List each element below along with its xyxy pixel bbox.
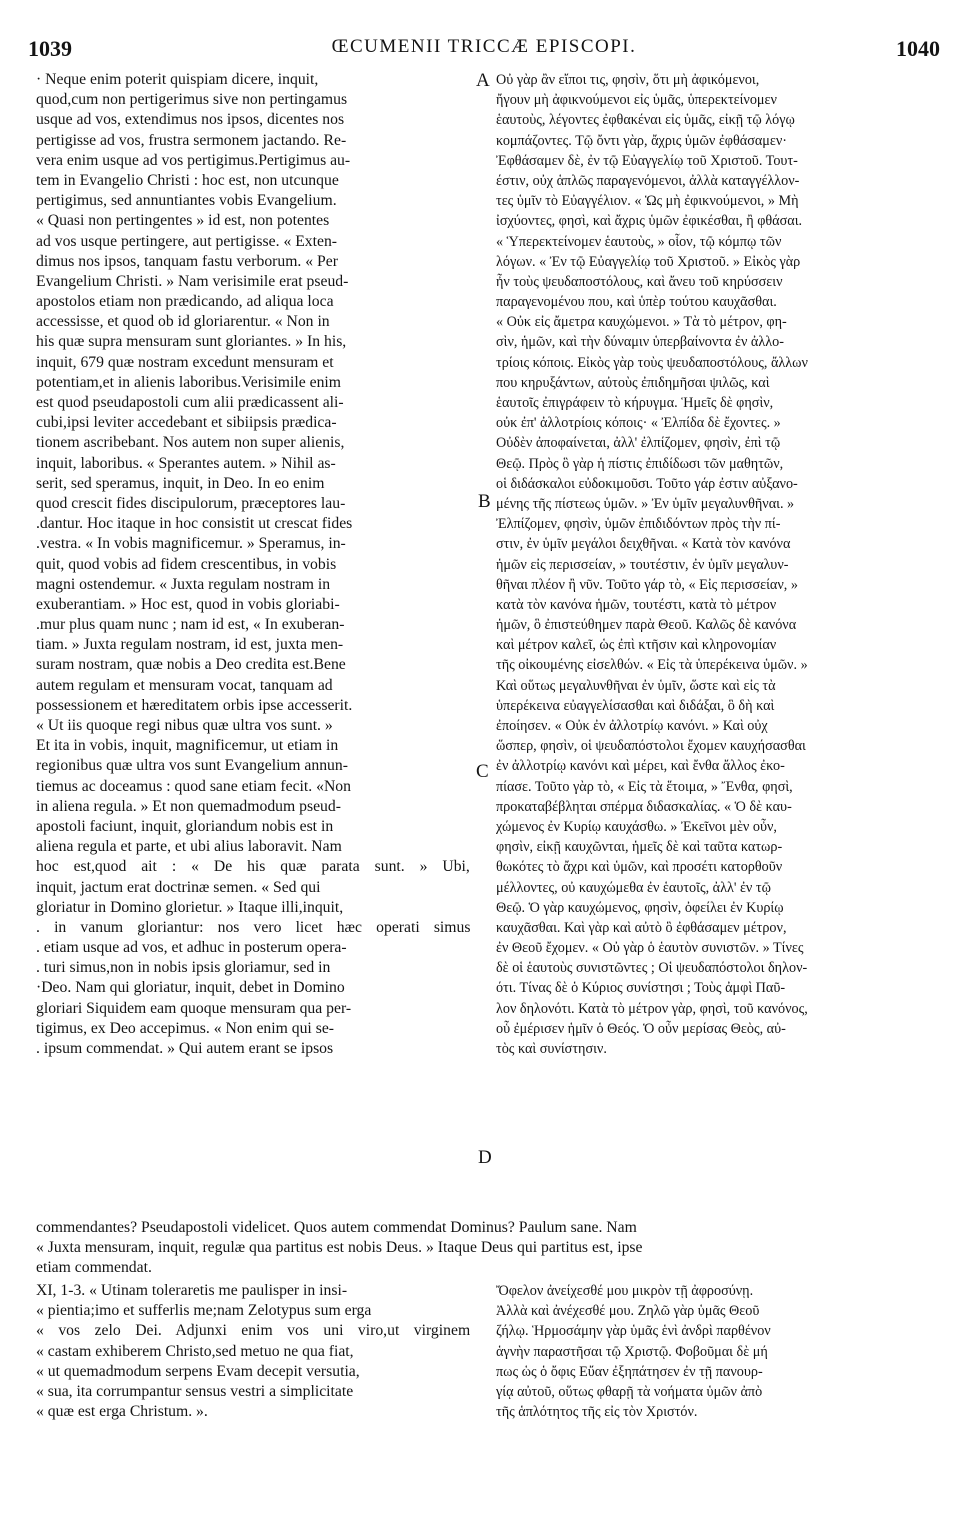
text-line: in aliena regula. » Et non quemadmodum pseud- xyxy=(36,797,341,815)
text-line: tigimus, ex Deo accepimus. « Non enim qui se- xyxy=(36,1019,335,1037)
text-line: commendantes? Pseudapostoli videlicet. Quos autem commendat Dominus? Paulum sane. Nam xyxy=(36,1219,637,1236)
text-line: aliena regula et parte, et ubi alius laboravit. Nam xyxy=(36,838,342,856)
text-line: μέλλοντες, οὐ καυχώμεθα ἐν ἑαυτοῖς, ἀλλ' ἐν τῷ xyxy=(496,879,771,896)
text-line: λον δηλονότι. Κατὰ τὸ μέτρον γὰρ, φησὶ, τοῦ κανόνος, xyxy=(496,1000,808,1017)
text-line: που κηρυξάντων, αὐτοὺς ἐπιδημῆσαι ψιλῶς, καὶ xyxy=(496,374,770,391)
text-line: est quod pseudapostoli cum alii prædicassent ali- xyxy=(36,394,344,411)
text-line: τῆς οἰκουμένης εἰσελθών. « Εἰς τὰ ὑπερέκεινα ὑμῶν. » xyxy=(496,657,808,674)
text-line: τὸς καὶ συνίστησιν. xyxy=(496,1041,607,1057)
text-line: « sua, ita corrumpantur sensus vestri a simplicitate xyxy=(36,1382,354,1400)
text-line: . ipsum commendat. » Qui autem erant se ipsos xyxy=(36,1040,334,1057)
text-line: ζήλῳ. Ἡρμοσάμην γὰρ ὑμᾶς ἑνὶ ἀνδρὶ παρθένον xyxy=(496,1323,771,1340)
text-line: quod crescit fides discipulorum, præceptores lau- xyxy=(36,494,346,512)
text-line: κατὰ τὸν κανόνα ἡμῶν, τουτέστι, κατὰ τὸ μέτρον xyxy=(496,596,777,613)
text-line: . in vanum gloriantur: nos vero licet hæc operati simus xyxy=(36,918,470,936)
text-line: οὐκ ἐπ' ἀλλοτρίοις κόποις· « Ἐλπίδα δὲ ἔχοντες. » xyxy=(496,415,781,432)
text-line: gloriatur in Domino glorietur. » Itaque illi,inquit, xyxy=(36,898,344,916)
text-line: « pientia;imo et sufferlis me;nam Zelotypus sum erga xyxy=(36,1302,372,1320)
text-line: χώμενος ἐν Κυρίῳ καυχάσθω. » Ἐκεῖνοι μὲν οὖν, xyxy=(496,818,777,835)
margin-marker-c: C xyxy=(476,761,489,782)
text-line: magni ostendemur. « Juxta regulam nostram in xyxy=(36,575,331,593)
text-line: inquit, jactum erat doctrinæ semen. « Sed qui xyxy=(36,878,321,896)
text-line: ότι. Τίνας δὲ ὁ Κύριος συνίστησι ; Τοὺς ἀμφὶ Παῦ- xyxy=(496,980,786,997)
text-line: « Quasi non pertingentes » id est, non potentes xyxy=(36,212,330,230)
full-width-paragraph xyxy=(36,1218,934,1279)
text-line: hoc est,quod ait : « De his quæ parata sunt. » Ubi, xyxy=(36,858,470,876)
text-line: ·Deo. Nam qui gloriatur, inquit, debet in Domino xyxy=(36,979,345,997)
text-line: λόγων. « Ἐν τῷ Εὐαγγελίῳ τοῦ Χριστοῦ. » Εἰκὸς γὰρ xyxy=(496,253,801,270)
text-line: « Juxta mensuram, inquit, regulæ qua partitus est nobis Deus. » Itaque Deus qui partitus est, ipse xyxy=(36,1239,643,1257)
text-line: ἑαυτοῖς ἐπιγράφειν τὸ κήρυγμα. Ἡμεῖς δὲ φησὶν, xyxy=(496,395,774,411)
text-line: accessisse, et quod ob id gloriarentur. « Non in xyxy=(36,313,330,331)
latin-column-lower xyxy=(36,1281,470,1422)
text-line: pertigimus, sed annuntiantes vobis Evangelium. xyxy=(36,192,337,210)
text-line: τρίοις κόποις. Εἰκὸς γὰρ τοὺς ψευδαποστόλους, ἄλλων xyxy=(496,354,808,371)
text-line: δὲ οἱ ἑαυτοὺς συνιστῶντες ; Οἱ ψευδαπόστολοι δηλον- xyxy=(496,960,808,977)
text-line: θῆναι πλέον ἢ νῦν. Τοῦτο γάρ τὸ, « Εἰς περισσείαν, » xyxy=(496,576,798,593)
text-line: « Ut iis quoque regi nibus quæ ultra vos sunt. » xyxy=(36,717,333,734)
text-line: Οὐ γὰρ ἂν εἴποι τις, φησὶν, ὅτι μὴ ἀφικόμενοι, xyxy=(496,72,760,88)
greek-column xyxy=(496,70,934,1059)
text-line: tiam. » Juxta regulam nostram, id est, juxta men- xyxy=(36,636,344,654)
text-line: πως ὡς ὁ ὄφις Εὔαν ἐξηπάτησεν ἐν τῇ πανουρ- xyxy=(496,1363,763,1380)
text-line: φησὶν, εἰκῇ καυχῶνται, ἡμεῖς δὲ καὶ ταῦτα κατωρ- xyxy=(496,839,783,856)
text-line: οὗ ἐμέρισεν ἡμῖν ὁ Θεός. Ὁ οὖν μερίσας Θεὸς, αὐ- xyxy=(496,1020,786,1037)
text-line: « castam exhiberem Christo,sed metuo ne qua fiat, xyxy=(36,1342,354,1360)
margin-marker-b: B xyxy=(478,491,491,512)
text-line: tionem ascribebant. Nos autem non super alienis, xyxy=(36,434,345,452)
text-line: ἁγνὴν παραστῆσαι τῷ Χριστῷ. Φοβοῦμαι δὲ μή xyxy=(496,1343,768,1360)
page-number-left: 1039 xyxy=(28,36,72,61)
text-line: quod,cum non pertigerimus sive non pertingamus xyxy=(36,91,348,109)
text-line: Θεῷ. Πρὸς ὃ γὰρ ἡ πίστις ἐπιδίδωσι τῶν μαθητῶν, xyxy=(496,455,784,472)
text-line: serit, sed speramus, inquit, in Deo. In eo enim xyxy=(36,474,325,492)
text-line: exuberantiam. » Hoc est, quod in vobis gloriabi- xyxy=(36,595,340,613)
text-line: Ὄφελον ἀνείχεσθέ μου μικρὸν τῇ ἀφροσύνῃ. xyxy=(496,1283,754,1299)
text-line: τῆς ἁπλότητος τῆς εἰς τὸν Χριστόν. xyxy=(496,1404,698,1421)
text-line: θωκότες τὸ ἄχρι καὶ ὑμῶν, καὶ προσέτι κατορθοῦν xyxy=(496,859,783,876)
text-line: cubi,ipsi leviter accedebant et sibiipsis prædica- xyxy=(36,414,337,432)
text-line: Evangelium Christi. » Nam verisimile erat pseud- xyxy=(36,272,349,290)
text-line: apostoli faciunt, inquit, gloriandum nobis est in xyxy=(36,817,334,835)
text-line: γίᾳ αὐτοῦ, οὕτως φθαρῇ τὰ νοήματα ὑμῶν ἀπὸ xyxy=(496,1383,763,1400)
page-number-right: 1040 xyxy=(896,36,940,61)
text-line: « vos zelo Dei. Adjunxi enim vos uni viro,ut virginem xyxy=(36,1322,470,1340)
text-line: πίασε. Τοῦτο γὰρ τὸ, « Εἰς τὰ ἕτοιμα, » Ἔνθα, φησὶ, xyxy=(496,778,793,795)
text-line: Οὐδὲν ἀποφαίνεται, ἀλλ' ἐλπίζομεν, φησὶν, ἐπὶ τῷ xyxy=(496,435,781,452)
text-line: inquit, 679 quæ nostram excedunt mensuram et xyxy=(36,353,334,371)
text-line: dimus nos ipsos, tanquam fastu verborum. « Per xyxy=(36,252,338,270)
margin-marker-d: D xyxy=(478,1147,492,1168)
text-line: σὶν, ἡμῶν, καὶ τὴν δύναμιν ὑπερβαίνοντα ἐν ἀλλο- xyxy=(496,334,784,351)
text-line: Θεῷ. Ὁ γὰρ καυχώμενος, φησὶν, ὀφείλει ἐν Κυρίῳ xyxy=(496,899,784,916)
text-line: ἐν Θεοῦ ἔχομεν. « Οὐ γὰρ ὁ ἑαυτὸν συνιστῶν. » Τίνες xyxy=(496,940,804,957)
text-line: potentiam,et in alienis laboribus.Verisimile enim xyxy=(36,373,341,391)
text-line: ἡμῶν, ὃ ἐπιστεύθημεν παρὰ Θεοῦ. Καλῶς δὲ κανόνα xyxy=(496,617,797,634)
text-line: possessionem et hæreditatem orbis ipse accesserit. xyxy=(36,696,353,714)
text-line: Ἐφθάσαμεν δὲ, ἐν τῷ Εὐαγγελίῳ τοῦ Χριστοῦ. Τουτ- xyxy=(496,152,798,169)
text-line: έστιν, οὐχ ἁπλῶς παραγενόμενοι, ἀλλὰ καταγγέλλον- xyxy=(496,172,800,189)
text-line: ὑπερέκεινα εὐαγγελίσασθαι καὶ διδάξαι, ὃ δὴ καὶ xyxy=(496,697,775,714)
text-line: quit, quod vobis ad fidem crescentibus, in vobis xyxy=(36,555,337,573)
text-line: Et ita in vobis, inquit, magnificemur, ut etiam in xyxy=(36,737,339,755)
text-line: suram nostram, quæ nobis a Deo credita est.Bene xyxy=(36,656,346,674)
text-line: Καὶ οὕτως μεγαλυνθῆναι ἐν ὑμῖν, ὥστε καὶ εἰς τὰ xyxy=(496,677,776,694)
text-line: autem regulam et mensuram vocat, tanquam ad xyxy=(36,676,333,694)
text-line: apostolos etiam non prædicando, ad aliqua loca xyxy=(36,293,334,311)
latin-column xyxy=(36,70,470,1059)
text-line: tiemus ac doceamus : quod sane etiam fecit. «Non xyxy=(36,777,351,795)
text-line: προκαταβέβληται σπέρμα διδασκαλίας. « Ὁ δὲ καυ- xyxy=(496,798,792,815)
text-line: τες ὑμῖν τὸ Εὐαγγέλιον. « Ὡς μὴ ἐφικνούμενοι, » Μὴ xyxy=(496,193,799,210)
text-line: XI, 1-3. « Utinam toleraretis me paulisper in insi- xyxy=(36,1282,348,1299)
running-title: ŒCUMENII TRICCÆ EPISCOPI. xyxy=(331,36,637,57)
text-line: etiam commendat. xyxy=(36,1259,152,1277)
text-line: ἦν τοὺς ψευδαποστόλους, καὶ ἄνευ τοῦ κηρύσσειν xyxy=(496,273,783,290)
text-line: .vestra. « In vobis magnificemur. » Speramus, in- xyxy=(36,535,346,553)
text-line: Ἐλπίζομεν, φησὶν, ὑμῶν ἐπιδιδόντων πρὸς τὴν πί- xyxy=(496,516,781,533)
text-line: ἑαυτοὺς, λέγοντες ἐφθακέναι εἰς ὑμᾶς, εἰκῇ τῷ λόγῳ xyxy=(496,112,795,129)
text-line: ἐποίησεν. « Οὐκ ἐν ἀλλοτρίῳ κανόνι. » Καὶ οὐχ xyxy=(496,718,768,734)
text-line: « Ὑπερεκτείνομεν ἑαυτοὺς, » οἷον, τῷ κόμπῳ τῶν xyxy=(496,233,782,250)
text-line: « ut quemadmodum serpens Evam decepit versutia, xyxy=(36,1362,360,1380)
text-line: his quæ supra mensuram sunt gloriantes. » In his, xyxy=(36,333,347,351)
text-line: καὶ μέτρον καλεῖ, ὡς ἐπὶ κτῆσιν καὶ κληρονομίαν xyxy=(496,637,777,654)
text-line: ἡμῶν εἰς περισσείαν, » τουτέστιν, ἐν ὑμῖν μεγαλυν- xyxy=(496,556,789,573)
text-line: κομπάζοντες. Τῷ ὄντι γὰρ, ἄχρις ὑμῶν ἐφθάσαμεν· xyxy=(496,132,787,149)
text-line: pertigisse ad vos, frustra sermonem jactando. Re- xyxy=(36,131,347,149)
margin-marker-a: A xyxy=(476,70,490,91)
text-line: « quæ est erga Christum. ». xyxy=(36,1403,208,1421)
text-line: « Οὐκ εἰς ἄμετρα καυχώμενοι. » Τὰ τὸ μέτρον, φη- xyxy=(496,314,787,331)
text-line: ἰσχύοντες, φησὶ, καὶ ἄχρις ὑμῶν ἐφικέσθαι, ἢ φθάσαι. xyxy=(496,213,803,230)
text-line: regionibus quæ ultra vos sunt Evangelium annun- xyxy=(36,757,348,775)
text-line: μένης τῆς πίστεως ὑμῶν. » Ἐν ὑμῖν μεγαλυνθῆναι. » xyxy=(496,495,795,512)
text-line: .dantur. Hoc itaque in hoc consistit ut crescat fides xyxy=(36,515,353,533)
page-header xyxy=(28,34,940,66)
text-line: ὥσπερ, φησὶν, οἱ ψευδαπόστολοι ἔχομεν καυχήσασθαι xyxy=(496,738,806,755)
text-line: .mur plus quam nunc ; nam id est, « In exuberan- xyxy=(36,616,345,634)
text-line: vera enim usque ad vos pertigimus.Pertigimus au- xyxy=(36,151,351,169)
text-line: . etiam usque ad vos, et adhuc in posterum opera- xyxy=(36,939,347,957)
text-line: ἐν ἀλλοτρίῳ κανόνι καὶ μέρει, καὶ ἔνθα ἄλλος ἐκο- xyxy=(496,758,785,775)
text-line: . turi simus,non in nobis ipsis gloriamur, sed in xyxy=(36,959,331,977)
text-line: usque ad vos, extendimus nos ipsos, dicentes nos xyxy=(36,111,345,129)
text-line: ἤγουν μὴ ἀφικνούμενοι εἰς ὑμᾶς, ὑπερεκτείνομεν xyxy=(496,92,777,109)
text-line: tem in Evangelio Christi : hoc est, non utcunque xyxy=(36,171,339,189)
text-line: gloriari Siquidem eam quoque mensuram qua per- xyxy=(36,999,352,1017)
greek-column-lower xyxy=(496,1281,934,1422)
text-line: παραγενομένου που, καὶ ὑπὲρ τούτου καυχᾶσθαι. xyxy=(496,294,777,311)
text-line: καυχᾶσθαι. Καὶ γὰρ καὶ αὐτὸ ὃ ἐφθάσαμεν μέτρον, xyxy=(496,919,787,936)
text-line: Ἀλλὰ καὶ ἀνέχεσθέ μου. Ζηλῶ γὰρ ὑμᾶς Θεοῦ xyxy=(496,1303,760,1320)
text-line: · Neque enim poterit quispiam dicere, inquit, xyxy=(36,71,319,88)
text-line: οἱ διδάσκαλοι εὐδοκιμοῦσι. Τοῦτο γάρ ἐστιν αὐξανο- xyxy=(496,475,798,492)
text-line: στιν, ἐν ὑμῖν μεγάλοι δειχθῆναι. « Κατὰ τὸν κανόνα xyxy=(496,536,791,553)
text-line: inquit, laboribus. « Sperantes autem. » Nihil as- xyxy=(36,454,336,472)
text-line: ad vos usque pertingere, aut pertigisse. « Exten- xyxy=(36,232,338,250)
